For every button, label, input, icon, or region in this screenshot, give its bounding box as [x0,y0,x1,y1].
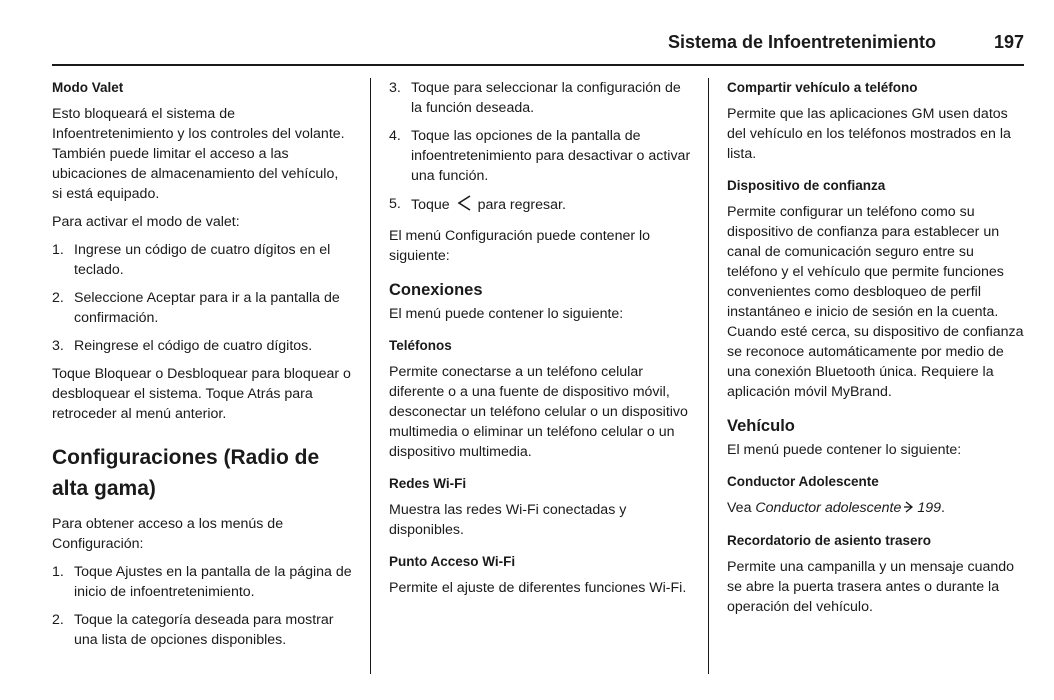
list-item [52,288,352,328]
step-number: 4. [389,128,401,144]
page-number: 197 [993,32,1024,52]
step-text: Toque la categoría deseada para mostrar una lista de opciones disponibles. [74,612,334,648]
config-intro: Para obtener acceso a los menús de Configuración: [52,516,284,552]
step-number: 3. [52,338,64,354]
teen-ref-link[interactable]: Conductor adolescente [755,500,902,516]
header-title: Sistema de Infoentretenimiento [667,32,936,52]
trusted-description: Permite configurar un teléfono como su dispositivo de confianza para establecer un canal de comunicación seguro entre su teléfono y el vehículo que permite funciones convenientes como desbloqueo de perfil instantáneo e inicio de sesión en la cuenta. Cuando esté cerca, su dispositivo de confianza se reconoce automáticamente por medio de una conexión Bluetooth única. Requiere la aplicación móvil MyBrand. [727,204,1024,400]
column-divider [708,78,709,674]
column-1 [52,78,352,658]
list-item [52,610,352,650]
vehicle-intro: El menú puede contener lo siguiente: [727,442,962,458]
valet-intro: Para activar el modo de valet: [52,214,240,230]
share-heading: Compartir vehículo a teléfono [727,80,918,95]
rear-seat-heading: Recordatorio de asiento trasero [727,533,932,548]
step5-pre: Toque [411,197,450,213]
column-divider [370,78,371,674]
list-item [389,126,694,186]
step-text: Toque Ajustes en la pantalla de la página de inicio de infoentretenimiento. [74,564,352,600]
list-item [52,562,352,602]
phones-description: Permite conectarse a un teléfono celular diferente o a una fuente de dispositivo móvil, desconectar un teléfono celular o un dispositivo multimedia o eliminar un teléfono celular o un dispositivo multimedia. [389,364,688,460]
list-item [389,194,694,218]
connections-intro: El menú puede contener lo siguiente: [389,306,624,322]
step-number: 2. [52,290,64,306]
wifi-description: Muestra las redes Wi-Fi conectadas y disponibles. [389,502,627,538]
step5-post: para regresar. [477,197,566,213]
page-reference-arrow-icon [903,499,915,519]
teen-ref-pre: Vea [727,500,752,516]
rear-seat-description: Permite una campanilla y un mensaje cuando se abre la puerta trasera antes o durante la operación del vehículo. [727,559,1015,615]
teen-ref-page[interactable]: 199 [917,500,942,516]
hotspot-description: Permite el ajuste de diferentes funciones Wi-Fi. [389,580,687,596]
step-text: Ingrese un código de cuatro dígitos en el teclado. [74,242,331,278]
step-number: 2. [52,612,64,628]
teen-ref-end: . [941,500,945,516]
list-item [389,78,694,118]
phones-heading: Teléfonos [389,338,452,353]
step-text: Reingrese el código de cuatro dígitos. [74,338,313,354]
step-number: 5. [389,196,401,212]
step-text: Toque para seleccionar la configuración de la función deseada. [411,80,681,116]
step-number: 1. [52,242,64,258]
column-2 [389,78,694,606]
config-heading: Configuraciones (Radio de alta gama) [52,446,320,500]
page-header [52,30,1024,66]
wifi-heading: Redes Wi-Fi [389,476,467,491]
column-3 [727,78,1027,625]
hotspot-heading: Punto Acceso Wi-Fi [389,554,516,569]
teen-heading: Conductor Adolescente [727,474,879,489]
share-description: Permite que las aplicaciones GM usen datos del vehículo en los teléfonos mostrados en la lista. [727,106,1011,162]
connections-heading: Conexiones [389,281,483,299]
step-number: 3. [389,80,401,96]
step-number: 1. [52,564,64,580]
valet-description: Esto bloqueará el sistema de Infoentretenimiento y los controles del volante. También puede limitar el acceso a las ubicaciones de almacenamiento del vehículo, si está equipado. [52,106,345,202]
teen-reference [727,498,1027,519]
step-text: Seleccione Aceptar para ir a la pantalla de confirmación. [74,290,340,326]
trusted-heading: Dispositivo de confianza [727,178,886,193]
list-item [52,240,352,280]
step-text [411,194,694,218]
back-chevron-icon [456,194,472,218]
list-item [52,336,352,356]
valet-heading: Modo Valet [52,80,124,95]
menu-intro: El menú Configuración puede contener lo siguiente: [389,228,651,264]
valet-note: Toque Bloquear o Desbloquear para bloquear o desbloquear el sistema. Toque Atrás para retroceder al menú anterior. [52,366,351,422]
step-text: Toque las opciones de la pantalla de infoentretenimiento para desactivar o activar una función. [411,128,691,184]
vehicle-heading: Vehículo [727,417,795,435]
